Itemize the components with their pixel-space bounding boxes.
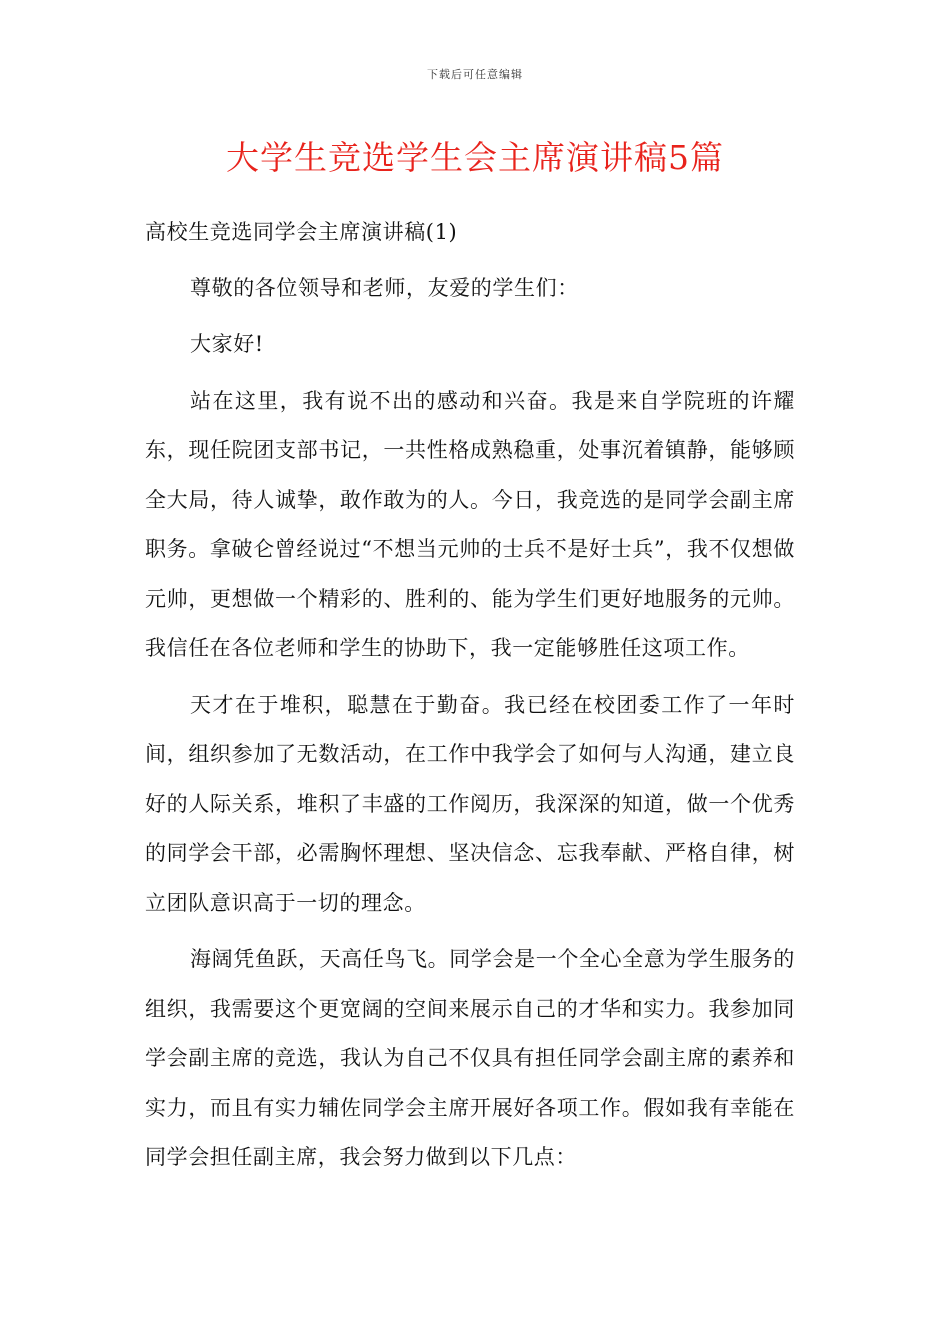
document-title: 大学生竞选学生会主席演讲稿5篇 xyxy=(226,138,724,177)
paragraph-introduction: 站在这里，我有说不出的感动和兴奋。我是来自学院班的许耀东，现任院团支部书记，一共性格成熟稳重，处事沉着镇静，能够顾全大局，待人诚挚，敢作敢为的人。今日，我竞选的是同学会副主席职务。拿破仑曾经说过“不想当元帅的士兵不是好士兵”，我不仅想做元帅，更想做一个精彩的、胜利的、能为学生们更好地服务的元帅。我信任在各位老师和学生的协助下，我一定能够胜任这项工作。 xyxy=(145,388,795,660)
header-note: 下载后可任意编辑 xyxy=(427,68,523,81)
section-heading: 高校生竞选同学会主席演讲稿(1) xyxy=(145,220,458,244)
paragraph-experience: 天才在于堆积，聪慧在于勤奋。我已经在校团委工作了一年时间，组织参加了无数活动，在工作中我学会了如何与人沟通，建立良好的人际关系，堆积了丰盛的工作阅历，我深深的知道，做一个优秀的同学会干部，必需胸怀理想、坚决信念、忘我奉献、严格自律，树立团队意识高于一切的理念。 xyxy=(145,692,795,915)
paragraph-goals: 海阔凭鱼跃，天高任鸟飞。同学会是一个全心全意为学生服务的组织，我需要这个更宽阔的空间来展示自己的才华和实力。我参加同学会副主席的竞选，我认为自己不仅具有担任同学会副主席的素养和实力，而且有实力辅佐同学会主席开展好各项工作。假如我有幸能在同学会担任副主席，我会努力做到以下几点： xyxy=(145,947,795,1169)
greeting: 大家好! xyxy=(190,332,264,356)
document-body xyxy=(145,208,795,1190)
salutation: 尊敬的各位领导和老师，友爱的学生们： xyxy=(190,275,579,300)
